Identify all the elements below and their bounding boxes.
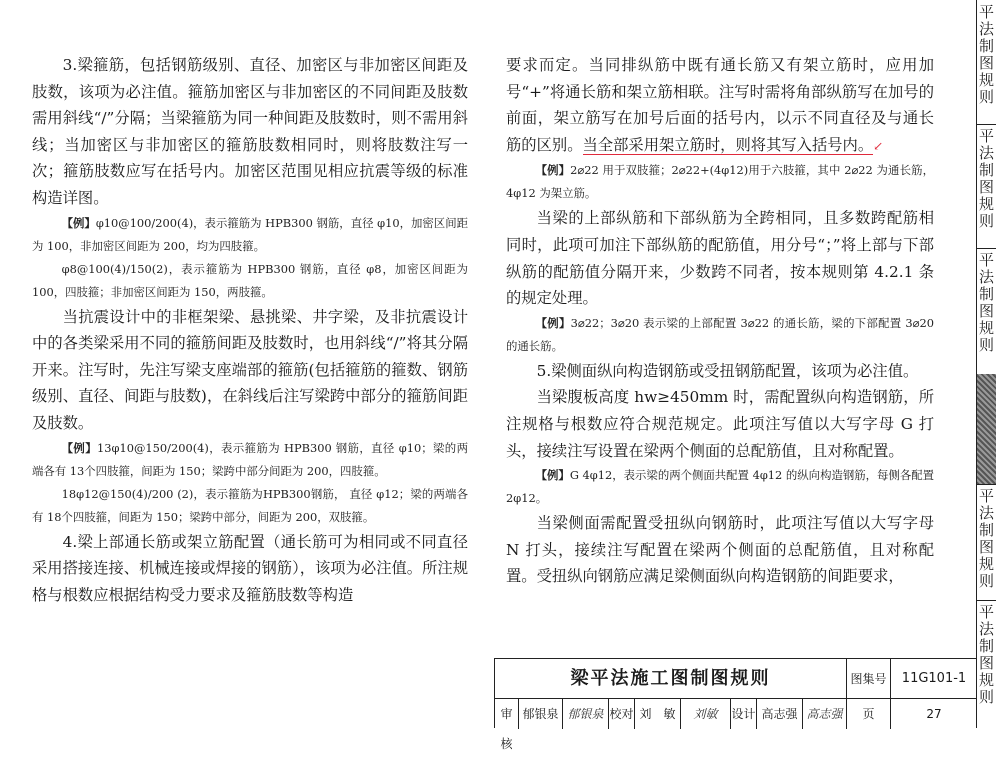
- check-label: 校对: [609, 699, 635, 729]
- paragraph-text: 要求而定。当同排纵筋中既有通长筋又有架立筋时，应用加号“+”将通长筋和架立筋相联。注写时需将角部纵筋写在加号的前面，架立筋写在加号后面的括号内，以示不同直径及与通长筋的区别。: [506, 56, 934, 154]
- paragraph-stirrup: 3.梁箍筋，包括钢筋级别、直径、加密区与非加密区间距及肢数，该项为必注值。箍筋加密区与非加密区的不同间距及肢数需用斜线“/”分隔；当梁箍筋为同一种间距及肢数时，则不需用斜线；当加密区与非加密区的箍筋肢数相同时，则将肢数注写一次；箍筋肢数应写在括号内。加密区范围见相应抗震等级的标准构造详图。: [32, 56, 468, 207]
- design-label: 设计: [731, 699, 757, 729]
- red-arrow-icon: ↙: [873, 138, 884, 153]
- example-stirrup-3: [32, 437, 468, 483]
- example-tag: 【例】: [535, 315, 571, 330]
- check-name: 刘 敏: [635, 699, 681, 729]
- check-signature: 刘敏: [681, 699, 731, 729]
- review-signature: 郁银泉: [563, 699, 609, 729]
- example-text: 2⌀22 用于双肢箍；2⌀22+(4φ12)用于六肢箍，其中 2⌀22 为通长筋，4φ12 为架立筋。: [506, 163, 934, 201]
- example-tag: 【例】: [61, 440, 98, 455]
- side-tab-label: 平法制图规则: [979, 251, 995, 354]
- paragraph-top-rebar: 4.梁上部通长筋或架立筋配置（通长筋可为相同或不同直径采用搭接连接、机械连接或焊接的钢筋），该项为必注值。所注规格与根数应根据结构受力要求及箍筋肢数等构造: [32, 532, 468, 604]
- example-stirrup-2: [32, 258, 468, 304]
- example-text: 13φ10@150/200(4)，表示箍筋为 HPB300 钢筋，直径 φ10；梁的两端各有 13个四肢箍，间距为 150；梁跨中部分间距为 200，四肢箍。: [32, 440, 468, 478]
- example-tag: 【例】: [61, 215, 96, 230]
- side-tab-label: 平法制图规则: [979, 127, 995, 230]
- side-tab-strip: [976, 0, 996, 728]
- example-tag: 【例】: [535, 468, 570, 483]
- example-top-bottom: [506, 312, 934, 358]
- review-label: 审核: [495, 699, 519, 729]
- example-stirrup-1: [32, 212, 468, 258]
- side-tab-label: 平法制图规则: [979, 487, 995, 590]
- signature-row: [495, 699, 977, 751]
- design-signature: 高志强: [803, 699, 847, 729]
- paragraph-continued: [506, 52, 934, 159]
- side-tab-3[interactable]: [977, 248, 996, 375]
- page-label: 页: [847, 699, 891, 729]
- atlas-label: 图集号: [847, 659, 891, 699]
- paragraph-web-height: 当梁腹板高度 hw≥450mm 时，需配置纵向构造钢筋，所注规格与根数应符合规范规定。此项注写值以大写字母 G 打头，接续注写设置在梁两个侧面的总配筋值，且对称配置。: [506, 388, 934, 460]
- side-tab-label: 平法制图规则: [979, 3, 995, 106]
- example-tag: 【例】: [535, 163, 571, 178]
- drawing-title-block: [494, 658, 976, 751]
- example-text: φ8@100(4)/150(2)，表示箍筋为 HPB300 钢筋，直径 φ8，加密区间距为 100，四肢箍；非加密区间距为 150，两肢箍。: [32, 261, 468, 299]
- paragraph-side-rebar: 5.梁侧面纵向构造钢筋或受扭钢筋配置，该项为必注值。: [536, 361, 919, 380]
- side-tab-6[interactable]: [977, 600, 996, 728]
- page-number: 27: [926, 707, 942, 721]
- design-name: 高志强: [757, 699, 803, 729]
- example-text: G 4φ12，表示梁的两个侧面共配置 4φ12 的纵向构造钢筋，每侧各配置 2φ12。: [506, 468, 934, 506]
- example-text: 18φ12@150(4)/200 (2)，表示箍筋为HPB300钢筋， 直径 φ12；梁的两端各有 18个四肢箍，间距为 150；梁跨中部分，间距为 200，双肢箍。: [32, 486, 468, 524]
- side-tab-1[interactable]: [977, 0, 996, 125]
- example-erection-bar: [506, 159, 934, 205]
- side-tab-label: 平法制图规则: [979, 603, 995, 706]
- drawing-title: 梁平法施工图制图规则: [495, 659, 847, 699]
- side-tab-2[interactable]: [977, 124, 996, 249]
- example-text: φ10@100/200(4)，表示箍筋为 HPB300 钢筋，直径 φ10，加密区间距为 100，非加密区间距为 200，均为四肢箍。: [32, 215, 468, 253]
- example-text: 3⌀22；3⌀20 表示梁的上部配置 3⌀22 的通长筋，梁的下部配置 3⌀20 的通长筋。: [506, 315, 934, 353]
- example-side-rebar: [506, 464, 934, 510]
- atlas-number: 11G101-1: [891, 659, 977, 699]
- side-tab-5[interactable]: [977, 484, 996, 601]
- left-column: [32, 52, 468, 608]
- side-tab-active[interactable]: [977, 374, 996, 485]
- paragraph-torsion-rebar: 当梁侧面需配置受扭纵向钢筋时，此项注写值以大写字母 N 打头，接续注写配置在梁两个侧面的总配筋值，且对称配置。受扭纵向钢筋应满足梁侧面纵向构造钢筋的间距要求，: [506, 514, 934, 586]
- review-name: 郁银泉: [519, 699, 563, 729]
- highlighted-text: 当全部采用架立筋时，则将其写入括号内。: [582, 135, 874, 154]
- paragraph-bottom-rebar: 当梁的上部纵筋和下部纵筋为全跨相同，且多数跨配筋相同时，此项可加注下部纵筋的配筋值，用分号“；”将上部与下部纵筋的配筋值分隔开来，少数跨不同者，按本规则第 4.2.1 条的规定处理。: [506, 209, 934, 308]
- paragraph-nonframe-beam: 当抗震设计中的非框架梁、悬挑梁、井字梁，及非抗震设计中的各类梁采用不同的箍筋间距及肢数时，也用斜线“/”将其分隔开来。注写时，先注写梁支座端部的箍筋(包括箍筋的箍数、钢筋级别、直径、间距与肢数)，在斜线后注写梁跨中部分的箍筋间距及肢数。: [32, 307, 468, 432]
- example-stirrup-4: [32, 483, 468, 529]
- right-column: [506, 52, 934, 590]
